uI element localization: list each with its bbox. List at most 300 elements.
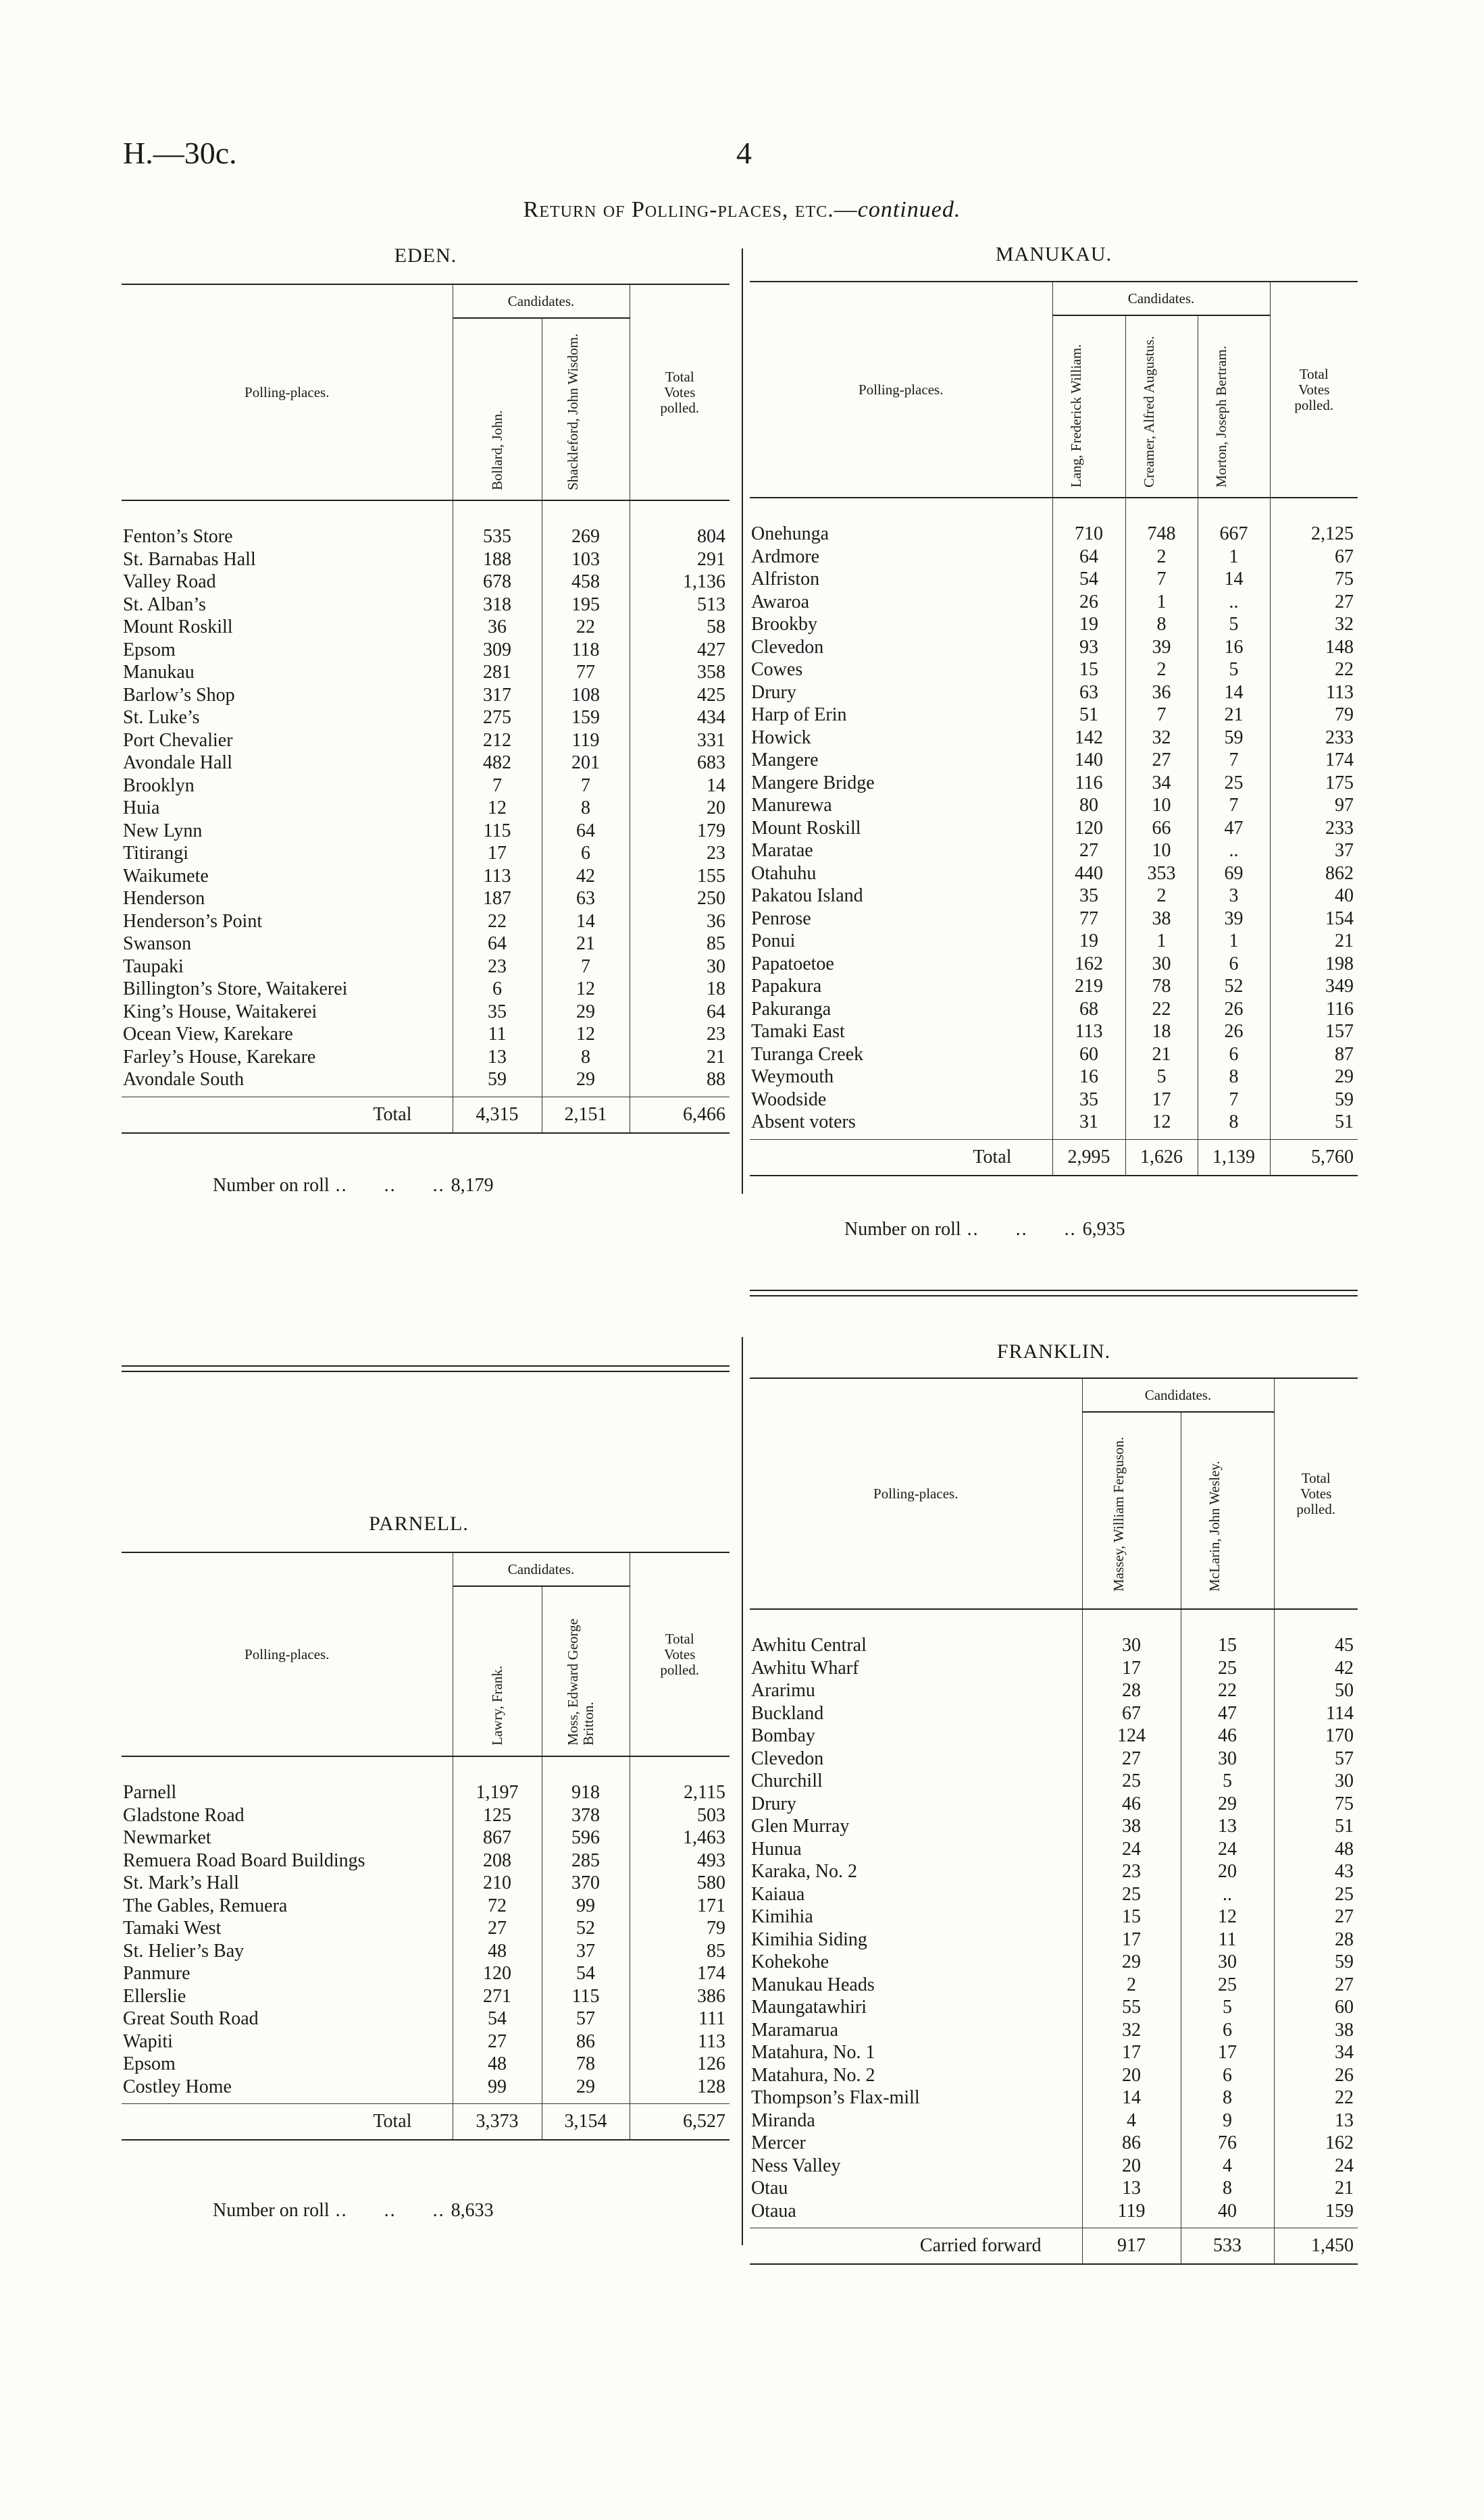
candidate-votes-cell: 15 [1082,1906,1181,1928]
total-votes-cell: 79 [707,1918,725,1939]
polling-place-name: St. Mark’s Hall [123,1872,239,1893]
candidate-votes-cell: 14 [1082,2086,1181,2109]
candidate-votes-cell: 5 [1198,658,1270,681]
total-votes-cell: 67 [1335,546,1354,567]
number-on-roll-label: Number on roll [213,1175,330,1196]
polling-place-name: Manukau [123,662,195,683]
table-row [750,1815,1358,1838]
candidate-votes-cell: 10 [1125,839,1198,862]
polling-place-name: Ararimu [751,1680,815,1701]
table-row [122,1985,730,2008]
candidate-votes-cell: 6 [453,978,542,1001]
spacer-cell [1125,498,1198,523]
spacer-cell [630,500,730,525]
candidate-votes-cell: .. [1198,839,1270,862]
candidate-votes-cell: 11 [1181,1928,1274,1951]
candidate-votes-cell: 116 [1052,772,1125,795]
polling-place-name: Churchill [751,1770,823,1791]
polling-place-name: Papakura [751,976,822,997]
candidate-votes-cell: 2 [1125,885,1198,908]
candidate-votes-cell: 159 [542,706,630,729]
document-code: H.—30c. [123,136,237,170]
candidate-votes-cell: 5 [1198,613,1270,636]
polling-place-name: King’s House, Waitakerei [123,1001,317,1022]
candidate-votes-cell: 54 [1052,568,1125,591]
parnell-table [122,1552,730,2141]
candidate-votes-cell: 21 [542,933,630,955]
table-row [750,1679,1358,1702]
number-on-roll-label: Number on roll [213,2200,330,2221]
candidate-votes-cell: 212 [453,729,542,752]
table-row [122,1804,730,1827]
candidate-votes-cell: 26 [1198,998,1270,1021]
candidate-votes-cell: 20 [1181,1860,1274,1883]
candidate-votes-cell: 119 [1082,2200,1181,2223]
manukau-polling-places-header: Polling-places. [859,381,944,398]
spacer-cell [122,500,453,525]
polling-place-name: Clevedon [751,1748,824,1769]
polling-place-name: Hunua [751,1838,802,1860]
candidate-votes-cell: 36 [1125,681,1198,704]
candidate-votes-cell: 23 [1082,1860,1181,1883]
table-row [750,2177,1358,2200]
total-votes-cell: 14 [707,775,725,796]
candidate-votes-cell: 66 [1125,817,1198,840]
table-row [750,1657,1358,1680]
candidate-votes-cell: 22 [1181,1679,1274,1702]
candidate-votes-cell: 27 [453,1917,542,1940]
spacer-cell [750,1609,1082,1634]
parnell-candidates-header: Candidates. [453,1552,630,1586]
table-row [750,1702,1358,1725]
candidate-votes-cell: 38 [1082,1815,1181,1838]
candidate-votes-cell: 22 [542,616,630,639]
table-row [750,2200,1358,2223]
polling-place-name: Mangere [751,750,819,770]
total-votes-cell: 128 [697,2076,725,2097]
polling-place-name: Turanga Creek [751,1043,864,1065]
candidate-votes-cell: 63 [1052,681,1125,704]
table-row [750,591,1358,614]
spacer-cell [1125,1134,1198,1140]
franklin-candidate-1-header [1181,1412,1274,1609]
polling-place-name: Epsom [123,2053,176,2074]
total-votes-cell: 154 [1325,908,1354,929]
spacer-cell [750,2222,1082,2228]
table-row [122,2030,730,2053]
spacer-cell [1198,498,1270,523]
candidate-votes-cell: 269 [542,525,630,548]
eden-polling-places-header: Polling-places. [245,384,330,400]
candidate-name: Massey, William Ferguson. [1110,1436,1127,1592]
candidate-votes-cell: 99 [542,1895,630,1918]
page-number: 4 [736,136,752,170]
table-row [122,910,730,933]
total-value-cell: 2,995 [1052,1139,1125,1176]
candidate-votes-cell: 119 [542,729,630,752]
table-row [750,2155,1358,2178]
candidate-votes-cell: 37 [542,1940,630,1963]
eden-candidate-0-header [453,318,542,500]
candidate-votes-cell: 52 [542,1917,630,1940]
candidate-votes-cell: 35 [1052,885,1125,908]
total-label: Total [750,1139,1052,1176]
candidate-votes-cell: 30 [1181,1748,1274,1770]
separator-rule [122,1371,730,1372]
manukau-candidates-header: Candidates. [1052,282,1270,315]
candidate-votes-cell: 36 [453,616,542,639]
table-row [122,1001,730,1024]
total-votes-cell: 1,136 [683,571,725,592]
candidate-votes-cell: 42 [542,865,630,888]
table-row [122,1872,730,1895]
running-title-main: Return of Polling-places, etc.— [523,197,858,222]
polling-place-name: Howick [751,727,811,748]
candidate-votes-cell: 370 [542,1872,630,1895]
polling-place-name: Pakuranga [751,998,831,1020]
spacer-row [122,1756,730,1781]
total-votes-cell: 513 [697,594,725,615]
candidate-votes-cell: 78 [542,2053,630,2076]
parnell-roll-value: 8,633 [451,2200,494,2221]
polling-place-name: Awhitu Central [751,1635,867,1656]
polling-place-name: Miranda [751,2109,815,2131]
total-votes-cell: 50 [1335,1680,1354,1701]
total-votes-cell: 27 [1335,591,1354,612]
polling-place-name: Costley Home [123,2076,232,2097]
manukau-title: MANUKAU. [995,243,1112,265]
candidate-votes-cell: 2 [1082,1974,1181,1997]
candidate-votes-cell: 31 [1052,1111,1125,1134]
total-votes-cell: 25 [1335,1883,1354,1905]
total-votes-cell: 23 [707,1024,725,1045]
polling-place-name: Kaiaua [751,1883,805,1905]
polling-place-name: Otahuhu [751,862,817,884]
polling-place-name: Remuera Road Board Buildings [123,1849,365,1871]
polling-place-name: Drury [751,681,796,703]
candidate-votes-cell: 25 [1082,1883,1181,1906]
total-votes-cell: 493 [697,1849,725,1871]
polling-place-name: Henderson [123,888,205,909]
candidate-votes-cell: 458 [542,571,630,594]
candidate-votes-cell: 24 [1181,1838,1274,1861]
candidate-votes-cell: 54 [542,1962,630,1985]
polling-place-name: Bombay [751,1725,815,1746]
table-row [750,998,1358,1021]
total-votes-cell: 349 [1325,976,1354,997]
total-votes-cell: 434 [697,707,725,728]
table-row [750,1043,1358,1066]
total-votes-cell: 148 [1325,636,1354,658]
candidate-votes-cell: 4 [1181,2155,1274,2178]
candidate-votes-cell: 30 [1125,953,1198,976]
spacer-row [750,1134,1358,1140]
candidate-votes-cell: 210 [453,1872,542,1895]
candidate-votes-cell: 5 [1181,1996,1274,2019]
table-row [122,1962,730,1985]
polling-place-name: Titirangi [123,843,188,864]
candidate-votes-cell: 48 [453,2053,542,2076]
total-votes-cell: 13 [1335,2109,1354,2131]
spacer-row [122,500,730,525]
candidate-votes-cell: 8 [542,1046,630,1069]
candidate-votes-cell: 86 [1082,2132,1181,2155]
total-label: Total [122,2104,453,2141]
total-votes-label: Total Votes polled. [660,368,700,416]
table-row [750,1860,1358,1883]
total-votes-cell: 51 [1335,1816,1354,1837]
candidate-votes-cell: 76 [1181,2132,1274,2155]
table-row [750,930,1358,953]
candidate-votes-cell: 4 [1082,2109,1181,2132]
spacer-cell [1274,1609,1358,1634]
manukau-candidate-1-header [1125,315,1198,498]
candidate-votes-cell: 25 [1181,1657,1274,1680]
total-votes-cell: 79 [1335,704,1354,725]
candidate-votes-cell: 12 [1181,1906,1274,1928]
candidate-votes-cell: 16 [1052,1066,1125,1088]
candidate-votes-cell: 8 [1198,1066,1270,1088]
column-divider-lower [742,1337,743,2245]
table-row [750,794,1358,817]
candidate-votes-cell: 103 [542,548,630,571]
candidate-votes-cell: 15 [1181,1634,1274,1657]
candidate-votes-cell: 113 [453,865,542,888]
total-value-cell: 917 [1082,2228,1181,2265]
candidate-votes-cell: 17 [1082,1928,1181,1951]
candidate-votes-cell: 8 [542,797,630,820]
total-label: Total [122,1097,453,1133]
candidate-votes-cell: 118 [542,639,630,662]
candidate-votes-cell: 440 [1052,862,1125,885]
table-row [750,1020,1358,1043]
polling-place-name: St. Helier’s Bay [123,1940,245,1962]
total-votes-cell: 75 [1335,569,1354,589]
polling-place-name: Otau [751,2178,788,2199]
polling-place-name: Gladstone Road [123,1804,245,1826]
polling-place-name: Clevedon [751,636,824,658]
franklin-title: FRANKLIN. [996,1340,1111,1363]
candidate-votes-cell: 125 [453,1804,542,1827]
candidate-votes-cell: 20 [1082,2155,1181,2178]
polling-place-name: Penrose [751,908,811,929]
spacer-row [750,1609,1358,1634]
candidate-votes-cell: 535 [453,525,542,548]
total-votes-cell: 580 [697,1872,725,1893]
running-title [0,197,1484,223]
candidate-votes-cell: .. [1198,591,1270,614]
polling-place-name: Pakatou Island [751,885,863,906]
total-votes-cell: 51 [1335,1111,1354,1132]
table-row [750,681,1358,704]
candidate-votes-cell: 918 [542,1781,630,1804]
table-row [750,1111,1358,1134]
candidate-votes-cell: 21 [1125,1043,1198,1066]
table-row [122,1849,730,1872]
total-votes-cell: 34 [1335,2042,1354,2063]
table-row [122,820,730,843]
spacer-row [750,2222,1358,2228]
total-votes-cell: 59 [1335,1088,1354,1110]
franklin-polling-places-header: Polling-places. [873,1485,958,1502]
polling-place-name: Ellerslie [123,1985,186,2007]
candidate-votes-cell: 6 [1181,2019,1274,2042]
polling-place-name: Parnell [123,1782,177,1803]
table-row [750,568,1358,591]
candidate-votes-cell: 28 [1082,1679,1181,1702]
total-votes-cell: 179 [697,820,725,841]
manukau-table [750,281,1358,1176]
candidate-votes-cell: 52 [1198,975,1270,998]
eden-table [122,284,730,1134]
spacer-cell [1052,1134,1125,1140]
total-votes-cell: 157 [1325,1021,1354,1042]
polling-place-name: Port Chevalier [123,729,233,751]
polling-place-name: Epsom [123,639,176,660]
table-row [750,885,1358,908]
candidate-votes-cell: 140 [1052,749,1125,772]
total-votes-cell: 111 [698,2008,725,2029]
polling-place-name: Weymouth [751,1066,834,1087]
candidate-votes-cell: 67 [1082,1702,1181,1725]
candidate-votes-cell: 187 [453,887,542,910]
total-votes-cell: 250 [697,888,725,909]
total-votes-cell: 358 [697,662,725,683]
candidate-votes-cell: 1 [1198,546,1270,569]
total-votes-cell: 45 [1335,1635,1354,1656]
total-votes-label: Total Votes polled. [1294,365,1334,413]
table-row [750,636,1358,659]
candidate-votes-cell: 32 [1125,727,1198,750]
eden-roll-value: 8,179 [451,1175,494,1196]
table-row [122,752,730,775]
table-row [750,2019,1358,2042]
table-row [122,525,730,548]
candidate-votes-cell: 22 [453,910,542,933]
total-votes-cell: 162 [1325,2132,1354,2153]
candidate-votes-cell: 55 [1082,1996,1181,2019]
table-row [750,1748,1358,1770]
spacer-cell [453,1091,542,1097]
candidate-votes-cell: 64 [453,933,542,955]
polling-place-name: Brooklyn [123,775,195,796]
table-row [750,613,1358,636]
candidate-votes-cell: 19 [1052,613,1125,636]
candidate-votes-cell: 195 [542,594,630,616]
polling-place-name: Drury [751,1793,796,1814]
table-row [750,546,1358,569]
candidate-votes-cell: 14 [1198,568,1270,591]
separator-rule [750,1290,1358,1291]
total-votes-cell: 32 [1335,614,1354,635]
table-row [122,1895,730,1918]
candidate-votes-cell: 748 [1125,523,1198,546]
total-votes-cell: 36 [707,910,725,932]
candidate-votes-cell: 113 [1052,1020,1125,1043]
candidate-votes-cell: 285 [542,1849,630,1872]
polling-place-name: Onehunga [751,523,829,544]
total-value-cell: 6,527 [630,2104,730,2141]
candidate-name: McLarin, John Wesley. [1206,1461,1223,1592]
total-votes-cell: 198 [1325,953,1354,974]
total-value-cell: 2,151 [542,1097,630,1133]
total-value-cell: 1,626 [1125,1139,1198,1176]
candidate-votes-cell: 12 [1125,1111,1198,1134]
candidate-votes-cell: 8 [1181,2086,1274,2109]
polling-place-name: Awaroa [751,591,810,612]
candidate-votes-cell: 26 [1198,1020,1270,1043]
polling-place-name: Billington’s Store, Waitakerei [123,978,348,999]
total-votes-cell: 22 [1335,659,1354,680]
polling-place-name: Buckland [751,1702,824,1724]
candidate-votes-cell: 7 [1125,704,1198,727]
polling-place-name: Kimihia [751,1906,813,1927]
candidate-votes-cell: 11 [453,1023,542,1046]
table-row [750,1066,1358,1088]
candidate-votes-cell: 6 [1181,2064,1274,2087]
polling-place-name: Maratae [751,840,813,861]
total-votes-cell: 48 [1335,1838,1354,1860]
polling-place-name: Absent voters [751,1111,856,1132]
total-votes-cell: 159 [1325,2200,1354,2222]
spacer-cell [542,500,630,525]
candidate-votes-cell: 47 [1198,817,1270,840]
candidate-votes-cell: 7 [1198,794,1270,817]
table-row [122,684,730,707]
spacer-cell [1052,498,1125,523]
polling-place-name: Maramarua [751,2019,839,2041]
candidate-votes-cell: 219 [1052,975,1125,998]
total-votes-cell: 683 [697,752,725,773]
total-votes-cell: 29 [1335,1066,1354,1087]
total-value-cell: 3,373 [453,2104,542,2141]
candidate-votes-cell: 281 [453,661,542,684]
candidate-votes-cell: 32 [1082,2019,1181,2042]
candidate-votes-cell: 64 [542,820,630,843]
candidate-votes-cell: 23 [453,955,542,978]
table-row [122,1068,730,1091]
table-row [122,1940,730,1963]
total-votes-cell: 170 [1325,1725,1354,1746]
table-row [122,775,730,797]
candidate-votes-cell: 35 [453,1001,542,1024]
candidate-votes-cell: 68 [1052,998,1125,1021]
total-votes-cell: 30 [707,955,725,977]
polling-place-name: Barlow’s Shop [123,684,235,706]
candidate-votes-cell: 25 [1181,1974,1274,1997]
spacer-cell [122,2098,453,2104]
total-votes-cell: 233 [1325,727,1354,748]
candidate-votes-cell: 13 [453,1046,542,1069]
candidate-votes-cell: 47 [1181,1702,1274,1725]
total-votes-cell: 21 [1335,930,1354,951]
table-row [750,772,1358,795]
table-row [122,639,730,662]
candidate-votes-cell: 309 [453,639,542,662]
table-row [122,933,730,955]
table-row [750,2086,1358,2109]
candidate-votes-cell: 29 [542,1001,630,1024]
candidate-votes-cell: 27 [1052,839,1125,862]
candidate-votes-cell: 482 [453,752,542,775]
candidate-votes-cell: 1,197 [453,1781,542,1804]
candidate-votes-cell: 9 [1181,2109,1274,2132]
total-value-cell: 5,760 [1270,1139,1358,1176]
candidate-votes-cell: 14 [542,910,630,933]
candidate-votes-cell: 271 [453,1985,542,2008]
candidate-votes-cell: 17 [1181,2041,1274,2064]
parnell-title: PARNELL. [369,1513,469,1535]
